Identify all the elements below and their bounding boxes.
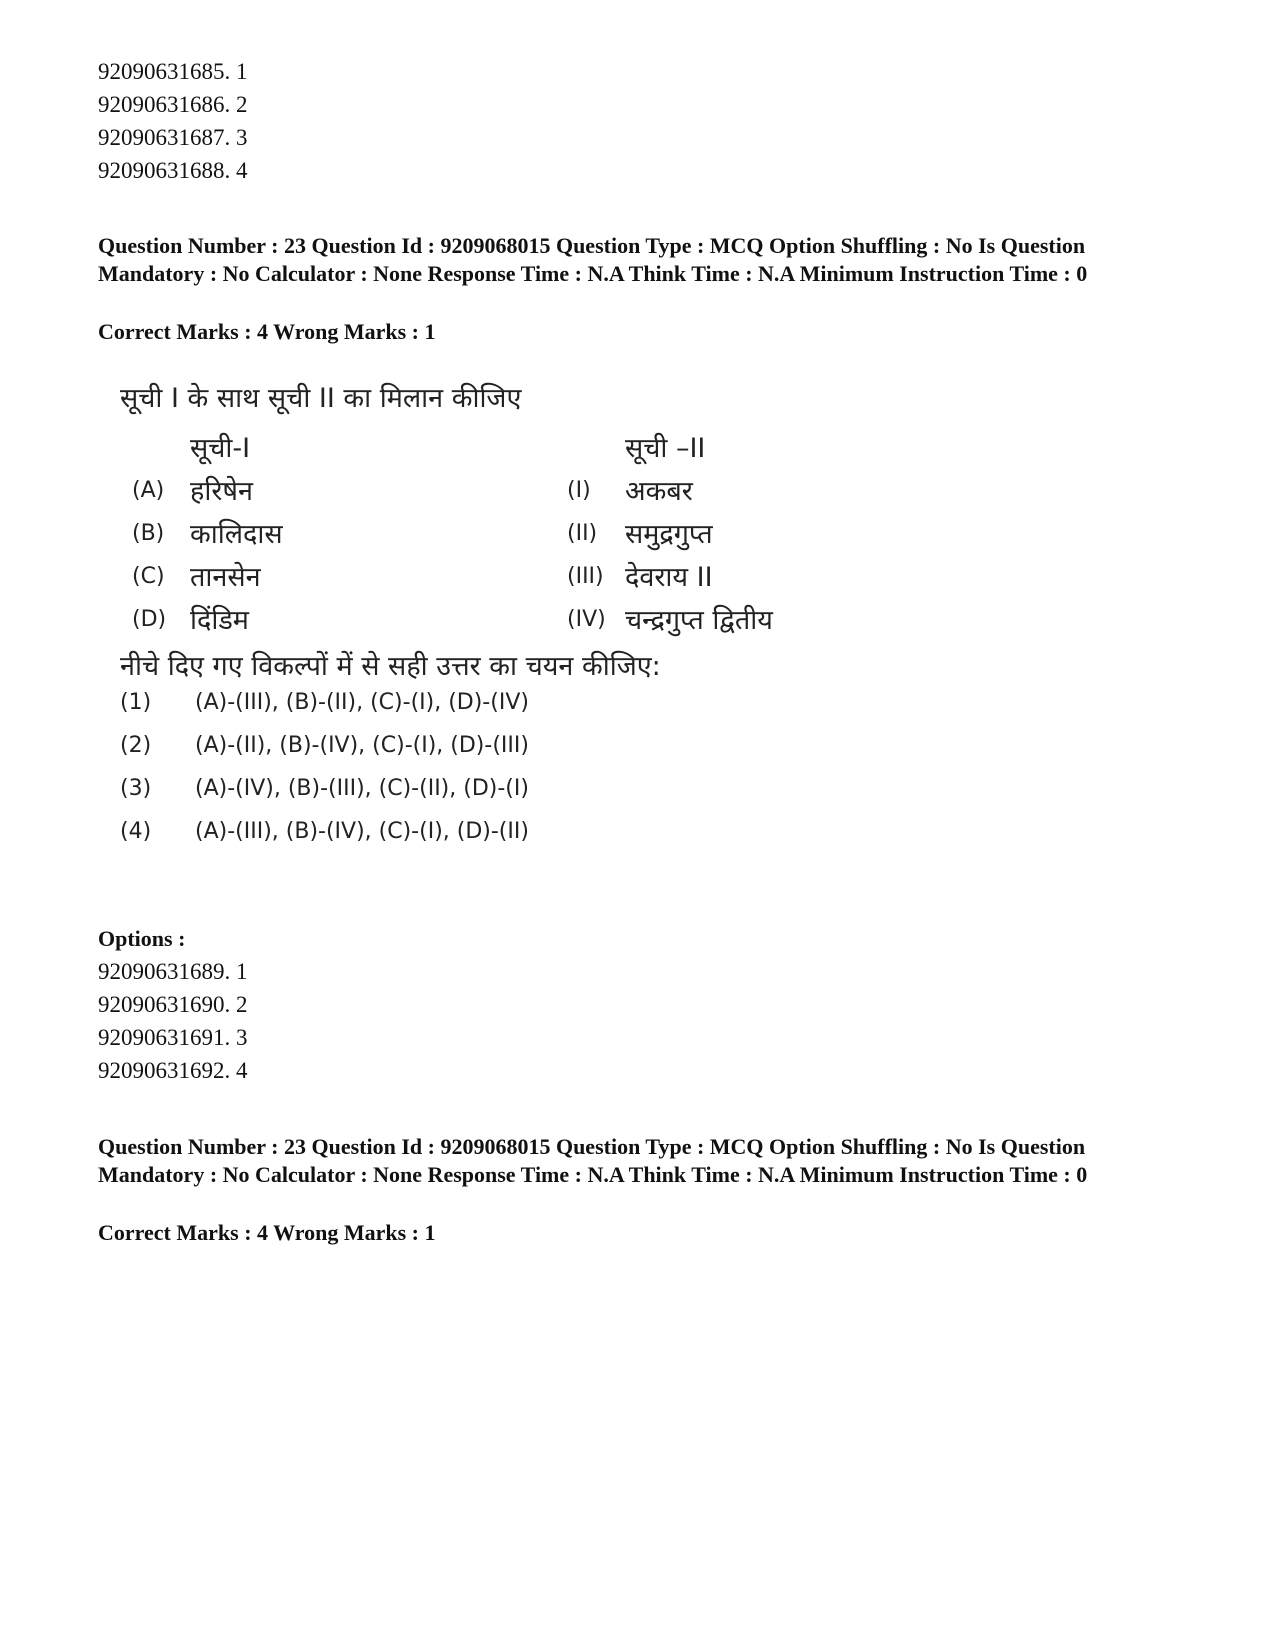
choice-text: (A)-(II), (B)-(IV), (C)-(I), (D)-(III) [195,733,529,758]
list2-item: चन्द्रगुप्त द्वितीय [625,605,773,636]
option-line: 92090631689. 1 [98,959,248,984]
question-marks: Correct Marks : 4 Wrong Marks : 1 [98,1220,436,1245]
option-line: 92090631691. 3 [98,1025,248,1050]
question-marks: Correct Marks : 4 Wrong Marks : 1 [98,319,436,344]
option-line: 92090631687. 3 [98,125,248,150]
list2-label: (III) [567,564,604,589]
choice-text: (A)-(IV), (B)-(III), (C)-(II), (D)-(I) [195,776,529,801]
choice-number: (1) [120,690,152,715]
option-line: 92090631692. 4 [98,1058,248,1083]
list1-item: हरिषेन [190,476,253,507]
list2-item: देवराय II [625,562,713,593]
list2-label: (II) [567,521,598,546]
choose-instruction: नीचे दिए गए विकल्पों में से सही उत्तर का चयन कीजिए: [120,651,661,682]
list1-label: (A) [132,478,165,503]
option-line: 92090631685. 1 [98,59,248,84]
list2-item: अकबर [625,476,693,507]
choice-number: (4) [120,819,152,844]
list1-item: तानसेन [190,562,261,593]
list1-header: सूची-I [190,433,251,464]
list2-label: (I) [567,478,591,503]
question-content [120,378,820,898]
question-meta: Question Number : 23 Question Id : 9209068015 Question Type : MCQ Option Shuffling : No Is Question Mandatory : No Calculator : None Response Time : N.A Think Time : N.A Minimum Instruction Time : 0 [98,233,1088,286]
list2-item: समुद्रगुप्त [625,519,713,550]
question-meta: Question Number : 23 Question Id : 9209068015 Question Type : MCQ Option Shuffling : No Is Question Mandatory : No Calculator : None Response Time : N.A Think Time : N.A Minimum Instruction Time : 0 [98,1134,1088,1187]
choice-text: (A)-(III), (B)-(IV), (C)-(I), (D)-(II) [195,819,529,844]
list1-label: (B) [132,521,165,546]
option-line: 92090631686. 2 [98,92,248,117]
question-instruction: सूची I के साथ सूची II का मिलान कीजिए [120,383,522,414]
list2-label: (IV) [567,607,606,632]
list1-item: कालिदास [190,519,283,550]
option-line: 92090631688. 4 [98,158,248,183]
choice-number: (3) [120,776,152,801]
choice-number: (2) [120,733,152,758]
choice-text: (A)-(III), (B)-(II), (C)-(I), (D)-(IV) [195,690,529,715]
list2-header: सूची –II [625,433,706,464]
option-line: 92090631690. 2 [98,992,248,1017]
list1-item: दिंडिम [190,605,249,636]
options-heading: Options : [98,926,186,951]
list1-label: (C) [132,564,165,589]
list1-label: (D) [132,607,167,632]
